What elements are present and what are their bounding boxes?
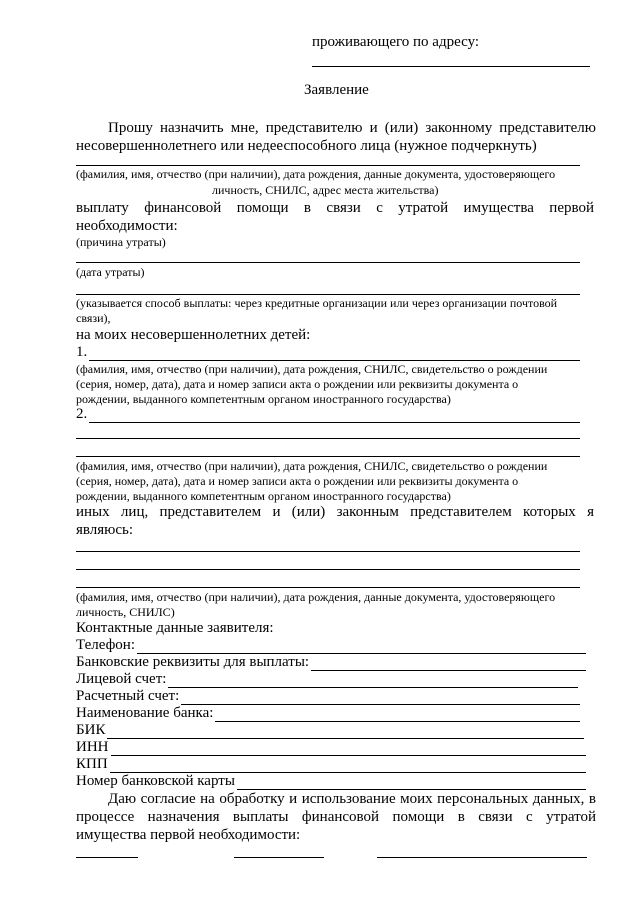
personal-account-line[interactable] xyxy=(168,673,578,688)
child-1-hint-3: рождении, выданного компетентным органом иностранного государства) xyxy=(76,392,451,406)
kpp-field[interactable] xyxy=(76,756,586,773)
reason-hint: (причина утраты) xyxy=(76,235,166,249)
child-2-line-2[interactable] xyxy=(76,438,580,439)
phone-label: Телефон: xyxy=(76,637,135,653)
personal-account-field[interactable] xyxy=(76,671,578,688)
child-2-hint-3: рождении, выданного компетентным органом иностранного государства) xyxy=(76,489,451,503)
child-1-field[interactable] xyxy=(76,344,580,361)
others-line-c[interactable] xyxy=(76,587,580,588)
others-hint-2: личность, СНИЛС) xyxy=(76,605,175,619)
consent-line-1: Даю согласие на обработку и использование моих персональных данных, в xyxy=(108,791,596,807)
payment-line-1: выплату финансовой помощи в связи с утратой имущества первой xyxy=(76,200,594,216)
method-line[interactable] xyxy=(76,294,580,295)
date-signature-line[interactable] xyxy=(76,857,138,858)
child-2-field[interactable] xyxy=(76,406,580,423)
bik-field[interactable] xyxy=(76,722,584,739)
kpp-label: КПП xyxy=(76,756,108,772)
kpp-line[interactable] xyxy=(110,758,586,773)
reason-line[interactable] xyxy=(76,262,580,263)
address-line[interactable] xyxy=(312,66,590,67)
applicant-hint-2: личность, СНИЛС, адрес места жительства) xyxy=(212,183,439,197)
child-1-line[interactable] xyxy=(89,346,580,361)
method-hint-2: связи), xyxy=(76,311,111,325)
bank-details-line[interactable] xyxy=(311,656,586,671)
child-2-line[interactable] xyxy=(89,408,580,423)
document-title: Заявление xyxy=(304,82,369,98)
others-hint-1: (фамилия, имя, отчество (при наличии), дата рождения, данные документа, удостоверяющего xyxy=(76,590,556,604)
bank-name-label: Наименование банка: xyxy=(76,705,214,721)
bik-label: БИК xyxy=(76,722,106,738)
phone-field[interactable] xyxy=(76,637,586,654)
child-2-hint-2: (серия, номер, дата), дата и номер записи акта о рождении или реквизиты документа о xyxy=(76,474,519,488)
consent-line-2: процессе назначения выплаты финансовой помощи в связи с утратой xyxy=(76,809,596,825)
others-line-b[interactable] xyxy=(76,569,580,570)
inn-line[interactable] xyxy=(111,741,587,756)
settlement-account-line[interactable] xyxy=(181,690,580,705)
request-line-1: Прошу назначить мне, представителю и (или) законному представителю xyxy=(108,120,596,136)
address-label: проживающего по адресу: xyxy=(312,34,480,50)
children-heading: на моих несовершеннолетних детей: xyxy=(76,327,311,343)
child-1-hint-2: (серия, номер, дата), дата и номер записи акта о рождении или реквизиты документа о xyxy=(76,377,519,391)
applicant-hint-1: (фамилия, имя, отчество (при наличии), дата рождения, данные документа, удостоверяющего xyxy=(76,167,556,181)
card-number-field[interactable] xyxy=(76,773,586,790)
date-hint: (дата утраты) xyxy=(76,265,145,279)
settlement-account-label: Расчетный счет: xyxy=(76,688,180,704)
applicant-line[interactable] xyxy=(76,165,580,166)
child-2-number: 2. xyxy=(76,406,88,422)
bank-name-line[interactable] xyxy=(215,707,580,722)
inn-label: ИНН xyxy=(76,739,109,755)
inn-field[interactable] xyxy=(76,739,586,756)
method-hint-1: (указывается способ выплаты: через кредитные организации или через организации почтовой xyxy=(76,296,558,310)
child-2-line-3[interactable] xyxy=(76,456,580,457)
bank-name-field[interactable] xyxy=(76,705,580,722)
card-number-label: Номер банковской карты xyxy=(76,773,235,789)
others-line-1: иных лиц, представителем и (или) законным представителем которых я xyxy=(76,504,594,520)
signature-line[interactable] xyxy=(234,857,324,858)
bik-line[interactable] xyxy=(107,724,584,739)
bank-details-label: Банковские реквизиты для выплаты: xyxy=(76,654,310,670)
contacts-heading: Контактные данные заявителя: xyxy=(76,620,274,636)
phone-line[interactable] xyxy=(137,639,586,654)
request-line-2: несовершеннолетнего или недееспособного лица (нужное подчеркнуть) xyxy=(76,138,537,154)
payment-line-2: необходимости: xyxy=(76,218,178,234)
card-number-line[interactable] xyxy=(237,775,586,790)
bank-details-field[interactable] xyxy=(76,654,586,671)
name-signature-line[interactable] xyxy=(377,857,587,858)
personal-account-label: Лицевой счет: xyxy=(76,671,167,687)
child-1-number: 1. xyxy=(76,344,88,360)
child-1-hint-1: (фамилия, имя, отчество (при наличии), дата рождения, СНИЛС, свидетельство о рождении xyxy=(76,362,548,376)
settlement-account-field[interactable] xyxy=(76,688,580,705)
consent-line-3: имущества первой необходимости: xyxy=(76,827,301,843)
child-2-hint-1: (фамилия, имя, отчество (при наличии), дата рождения, СНИЛС, свидетельство о рождении xyxy=(76,459,548,473)
others-line-a[interactable] xyxy=(76,551,580,552)
others-line-2: являюсь: xyxy=(76,522,134,538)
